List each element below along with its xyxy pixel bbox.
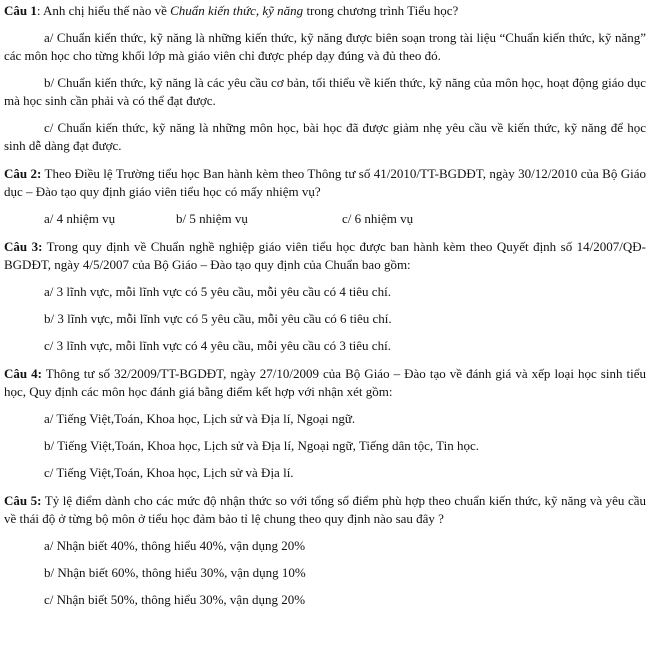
question-text: Theo Điều lệ Trường tiểu học Ban hành kèm theo Thông tư số 41/2010/TT-BGDĐT, ngày 30/12/2010 của Bộ Giáo dục – Đào tạo quy định giáo viên tiểu học có mấy nhiệm vụ?: [4, 166, 646, 199]
options-row-2: [4, 210, 646, 228]
question-emphasis: Chuẩn kiến thức, kỹ năng: [170, 3, 304, 18]
option-5b: b/ Nhận biết 60%, thông hiểu 30%, vận dụng 10%: [44, 565, 306, 580]
question-2: [4, 165, 646, 201]
option-2c: c/ 6 nhiệm vụ: [342, 211, 414, 226]
option-1a: a/ Chuẩn kiến thức, kỹ năng là những kiến thức, kỹ năng được biên soạn trong tài liệu “Chuẩn kiến thức, kỹ năng” các môn học cho từng khối lớp mà giáo viên chỉ được phép dạy đúng và đủ theo đó.: [4, 30, 646, 63]
question-5: [4, 492, 646, 528]
question-4: [4, 365, 646, 401]
question-number: Câu 5:: [4, 493, 42, 508]
question-3: [4, 238, 646, 274]
option-2a: a/ 4 nhiệm vụ: [44, 211, 116, 226]
option-5c: c/ Nhận biết 50%, thông hiểu 30%, vận dụng 20%: [44, 592, 306, 607]
option-4b: b/ Tiếng Việt,Toán, Khoa học, Lịch sử và Địa lí, Ngoại ngữ, Tiếng dân tộc, Tin học.: [44, 438, 480, 453]
option-1b: b/ Chuẩn kiến thức, kỹ năng là các yêu cầu cơ bản, tối thiểu về kiến thức, kỹ năng của môn học, hoạt động giáo dục mà học sinh cần phải và có thể đạt được.: [4, 75, 646, 108]
question-number: Câu 1: [4, 3, 37, 18]
option-3b: b/ 3 lĩnh vực, mỗi lĩnh vực có 5 yêu cầu, mỗi yêu cầu có 6 tiêu chí.: [44, 311, 392, 326]
option-4c: c/ Tiếng Việt,Toán, Khoa học, Lịch sử và Địa lí.: [44, 465, 294, 480]
question-number: Câu 2:: [4, 166, 42, 181]
question-text: : Anh chị hiểu thế nào về: [36, 3, 171, 18]
option-4a: a/ Tiếng Việt,Toán, Khoa học, Lịch sử và Địa lí, Ngoại ngữ.: [44, 411, 356, 426]
option-3a: a/ 3 lĩnh vực, mỗi lĩnh vực có 5 yêu cầu, mỗi yêu cầu có 4 tiêu chí.: [44, 284, 391, 299]
option-3c: c/ 3 lĩnh vực, mỗi lĩnh vực có 4 yêu cầu, mỗi yêu cầu có 3 tiêu chí.: [44, 338, 391, 353]
question-text: Tỷ lệ điểm dành cho các mức độ nhận thức so với tổng số điểm phù hợp theo chuẩn kiến thức, kỹ năng và yêu cầu về thái độ ở từng bộ môn ở tiểu học đảm bảo tỉ lệ chung theo quy định nào sau đây ?: [4, 493, 646, 526]
document-page: [4, 2, 646, 609]
question-number: Câu 3:: [4, 239, 43, 254]
option-2b: b/ 5 nhiệm vụ: [176, 211, 248, 226]
question-number: Câu 4:: [4, 366, 42, 381]
question-text: Thông tư số 32/2009/TT-BGDĐT, ngày 27/10/2009 của Bộ Giáo – Đào tạo về đánh giá và xếp loại học sinh tiểu học, Quy định các môn học đánh giá bằng điểm kết hợp với nhận xét gồm:: [4, 366, 646, 399]
option-5a: a/ Nhận biết 40%, thông hiểu 40%, vận dụng 20%: [44, 538, 306, 553]
option-1c: c/ Chuẩn kiến thức, kỹ năng là những môn học, bài học đã được giảm nhẹ yêu cầu về kiến thức, kỹ năng để học sinh dễ dàng đạt được.: [4, 120, 646, 153]
question-text-end: trong chương trình Tiểu học?: [303, 3, 459, 18]
question-1: [4, 2, 646, 20]
question-text: Trong quy định về Chuẩn nghề nghiệp giáo viên tiểu học được ban hành kèm theo Quyết định số 14/2007/QĐ-BGDĐT, ngày 4/5/2007 của Bộ Giáo – Đào tạo quy định của Chuẩn bao gồm:: [4, 239, 646, 272]
